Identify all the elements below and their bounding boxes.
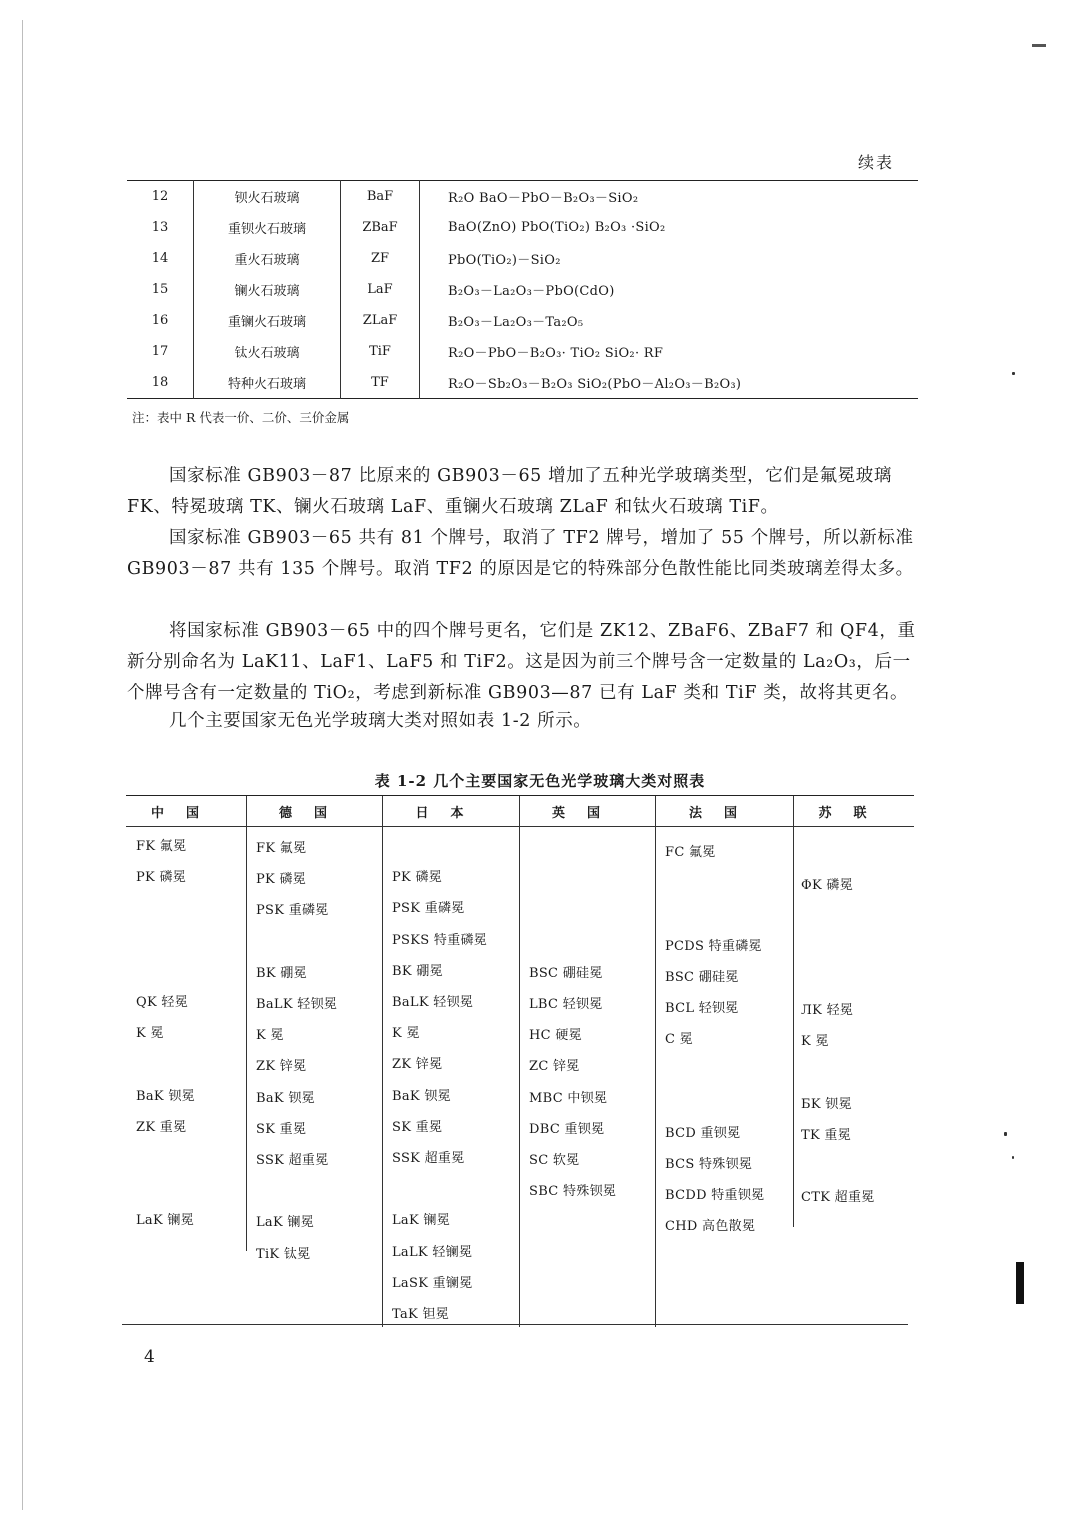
binding-line [22, 20, 23, 1510]
cell-japan: LaSK 重镧冕 [392, 1275, 473, 1291]
column-header-germany: 德国 [278, 805, 349, 821]
cell-uk: SBC 特殊钡冕 [529, 1184, 617, 1200]
cell-uk: DBC 重钡冕 [529, 1121, 605, 1137]
cell-japan: K 冕 [392, 1026, 420, 1042]
glass-name: 特种火石玻璃 [194, 367, 341, 399]
cell-france: BCDD 特重钡冕 [665, 1188, 765, 1204]
cell-china: FK 氟冕 [136, 839, 187, 854]
column-header-japan: 日本 [415, 805, 486, 821]
glass-name: 钛火石玻璃 [194, 336, 341, 367]
paragraph-text: 将国家标准 GB903－65 中的四个牌号更名，它们是 ZK12、ZBaF6、ZBaF7 和 QF4，重新分别命名为 LaK11、LaF1、LaF5 和 TiF2。这是因为前三个牌号含一定数量的 La₂O₃，后一个牌号含有一定数量的 TiO₂，考虑到新标准 GB903—87 已有 LaF 类和 TiF 类，故将其更名。 [127, 621, 916, 703]
cell-germany: TiK 钛冕 [256, 1246, 311, 1262]
scan-speck [1012, 1156, 1014, 1159]
cell-uk: HC 硬冕 [529, 1028, 582, 1044]
table-title: 表 1-2 几个主要国家无色光学玻璃大类对照表 [374, 772, 706, 790]
glass-code: ZF [341, 243, 420, 274]
glass-type-table [127, 180, 918, 399]
cell-france: C 冕 [665, 1032, 693, 1048]
cell-france: BCL 轻钡冕 [665, 1001, 739, 1016]
row-number: 17 [127, 336, 194, 367]
cell-germany: PSK 重磷冕 [256, 903, 329, 919]
cell-germany: BaLK 轻钡冕 [256, 997, 338, 1012]
column-divider [655, 796, 656, 1327]
cell-ussr: БK 钡冕 [801, 1096, 852, 1112]
cell-france: BCS 特殊钡冕 [665, 1157, 753, 1172]
cell-china: K 冕 [136, 1026, 164, 1042]
glass-name: 重镧火石玻璃 [194, 305, 341, 336]
table-row [127, 336, 918, 367]
row-number: 18 [127, 367, 194, 399]
glass-formula: R₂O BaO－PbO－B₂O₃－SiO₂ [448, 191, 639, 206]
cell-uk: MBC 中钡冕 [529, 1090, 608, 1106]
cell-ussr: ЛK 轻冕 [801, 1003, 854, 1018]
cell-germany: K 冕 [256, 1028, 284, 1044]
table-row [127, 181, 918, 213]
page-number: 4 [144, 1347, 155, 1367]
row-number: 14 [127, 243, 194, 274]
cell-uk: ZC 锌冕 [529, 1059, 580, 1075]
cell-germany: PK 磷冕 [256, 872, 307, 888]
paragraph-text: 国家标准 GB903－65 共有 81 个牌号，取消了 TF2 牌号，增加了 55 个牌号，所以新标准 GB903－87 共有 135 个牌号。取消 TF2 的原因是它的特殊部分色散性能比同类玻璃差得太多。 [127, 528, 914, 579]
scan-mark [1032, 44, 1046, 47]
glass-name: 镧火石玻璃 [194, 274, 341, 305]
cell-china: PK 磷冕 [136, 870, 187, 886]
scan-edge-bar [1016, 1262, 1024, 1304]
table-row [127, 274, 918, 305]
cell-japan: ZK 锌冕 [392, 1057, 443, 1073]
glass-name: 重火石玻璃 [194, 243, 341, 274]
row-number: 16 [127, 305, 194, 336]
paragraph [127, 461, 927, 523]
column-divider [793, 796, 794, 1227]
paragraph [127, 523, 927, 585]
cell-japan: SSK 超重冕 [392, 1151, 465, 1166]
continued-label: 续表 [858, 153, 895, 172]
column-header-china: 中国 [150, 805, 221, 821]
cell-japan: LaLK 轻镧冕 [392, 1244, 473, 1260]
cell-japan: SK 重冕 [392, 1119, 443, 1135]
table-row [127, 305, 918, 336]
glass-formula: PbO(TiO₂)－SiO₂ [448, 253, 561, 268]
comparison-table [126, 795, 914, 1327]
glass-code: LaF [341, 274, 420, 305]
scan-speck [1004, 1132, 1007, 1136]
table-note: 注：表中 R 代表一价、二价、三价金属 [132, 410, 350, 425]
cell-japan: LaK 镧冕 [392, 1213, 451, 1229]
table-row [127, 243, 918, 274]
cell-japan: PK 磷冕 [392, 870, 443, 886]
cell-germany: SSK 超重冕 [256, 1153, 329, 1168]
table-row [127, 367, 918, 399]
column-header-uk: 英国 [551, 805, 622, 821]
cell-japan: PSK 重磷冕 [392, 901, 465, 917]
cell-germany: FK 氟冕 [256, 841, 307, 856]
table-header-row [126, 796, 914, 827]
column-divider [382, 796, 383, 1327]
table-bottom-rule [122, 1324, 908, 1325]
cell-france: PCDS 特重磷冕 [665, 938, 762, 954]
cell-germany: ZK 锌冕 [256, 1059, 307, 1075]
cell-japan: BaK 钡冕 [392, 1088, 451, 1104]
cell-france: BCD 重钡冕 [665, 1125, 741, 1141]
cell-ussr: ΦK 磷冕 [801, 878, 854, 894]
glass-code: ZBaF [341, 212, 420, 243]
paragraph [127, 706, 927, 737]
row-number: 13 [127, 212, 194, 243]
cell-germany: BaK 钡冕 [256, 1090, 315, 1106]
cell-germany: BK 硼冕 [256, 965, 307, 981]
glass-name: 重钡火石玻璃 [194, 212, 341, 243]
cell-uk: BSC 硼硅冕 [529, 965, 603, 981]
cell-japan: BaLK 轻钡冕 [392, 995, 474, 1010]
column-divider [246, 796, 247, 1251]
cell-japan: BK 硼冕 [392, 963, 443, 979]
row-number: 15 [127, 274, 194, 305]
cell-france: BSC 硼硅冕 [665, 969, 739, 985]
table-row [127, 212, 918, 243]
glass-code: BaF [341, 181, 420, 213]
column-header-france: 法国 [688, 805, 759, 821]
glass-formula: B₂O₃－La₂O₃－Ta₂O₅ [448, 315, 584, 330]
column-header-ussr: 苏联 [818, 805, 889, 821]
paragraph-text: 国家标准 GB903－87 比原来的 GB903－65 增加了五种光学玻璃类型，它们是氟冕玻璃 FK、特冕玻璃 TK、镧火石玻璃 LaF、重镧火石玻璃 ZLaF 和钛火石玻璃 TiF。 [127, 466, 892, 517]
paragraph [127, 616, 927, 709]
cell-china: LaK 镧冕 [136, 1213, 195, 1229]
glass-name: 钡火石玻璃 [194, 181, 341, 213]
cell-china: QK 轻冕 [136, 995, 189, 1010]
glass-code: ZLaF [341, 305, 420, 336]
cell-uk: LBC 轻钡冕 [529, 997, 603, 1012]
column-divider [519, 796, 520, 1327]
paragraph-text: 几个主要国家无色光学玻璃大类对照如表 1-2 所示。 [169, 711, 592, 731]
glass-code: TiF [341, 336, 420, 367]
glass-formula: BaO(ZnO) PbO(TiO₂) B₂O₃ ·SiO₂ [448, 220, 666, 235]
cell-ussr: CTK 超重冕 [801, 1190, 875, 1206]
glass-formula: R₂O－Sb₂O₃－B₂O₃ SiO₂(PbO－Al₂O₃－B₂O₃) [448, 377, 742, 392]
cell-france: FC 氟冕 [665, 845, 716, 860]
cell-ussr: K 冕 [801, 1034, 829, 1050]
cell-germany: LaK 镧冕 [256, 1215, 315, 1231]
cell-china: BaK 钡冕 [136, 1088, 195, 1104]
row-number: 12 [127, 181, 194, 213]
cell-uk: SC 软冕 [529, 1153, 580, 1168]
scan-speck [1012, 372, 1015, 375]
glass-formula: R₂O－PbO－B₂O₃· TiO₂ SiO₂· RF [448, 346, 664, 361]
cell-france: CHD 高色散冕 [665, 1219, 756, 1235]
cell-ussr: TK 重冕 [801, 1127, 852, 1143]
table-body [126, 827, 914, 1327]
glass-code: TF [341, 367, 420, 399]
cell-japan: PSKS 特重磷冕 [392, 932, 488, 948]
cell-china: ZK 重冕 [136, 1119, 187, 1135]
cell-japan: TaK 钽冕 [392, 1307, 450, 1322]
cell-germany: SK 重冕 [256, 1121, 307, 1137]
glass-formula: B₂O₃－La₂O₃－PbO(CdO) [448, 284, 615, 299]
